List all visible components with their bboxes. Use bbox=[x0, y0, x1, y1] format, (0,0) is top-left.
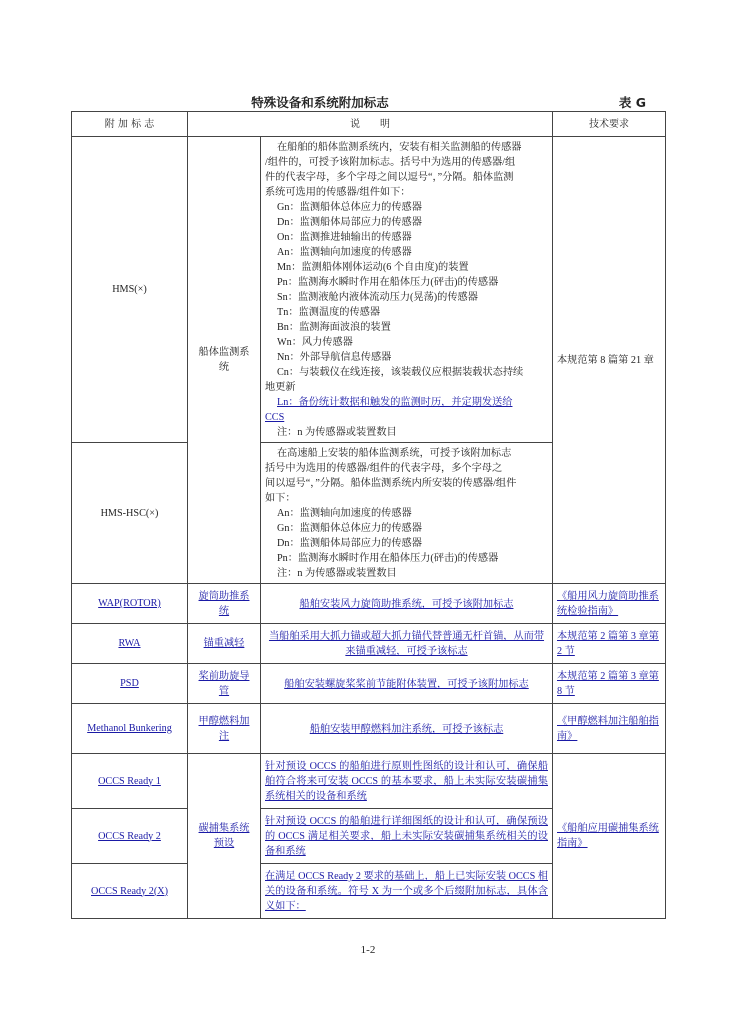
desc-hms-cn: Cn：与装载仪在线连接，该装载仪应根据装载状态持续 bbox=[277, 367, 524, 378]
link-psd[interactable]: PSD bbox=[72, 664, 188, 704]
desc-hms-item: An：监测轴向加速度的传感器 bbox=[277, 247, 412, 258]
table-id: 表 G bbox=[618, 95, 646, 110]
link-rwa-desc[interactable]: 当船舶采用大抓力锚或超大抓力锚代替普通无杆首锚，从而带来锚重减轻，可授予该标志 bbox=[261, 624, 553, 664]
link-occs-ready-1[interactable]: OCCS Ready 1 bbox=[72, 754, 188, 809]
desc-hms-note: 注：n 为传感器或装置数目 bbox=[277, 427, 397, 438]
desc-hms-intro-3: 系统可选用的传感器/组件如下： bbox=[265, 187, 411, 198]
table-row-rwa bbox=[72, 624, 666, 664]
desc-hsc-item: An：监测轴向加速度的传感器 bbox=[277, 508, 412, 519]
desc-hsc-intro-1: 括号中为选用的传感器/组件的代表字母，多个字母之 bbox=[265, 463, 503, 474]
desc-hsc-item: Pn：监测海水瞬时作用在船体压力(砰击)的传感器 bbox=[277, 553, 499, 564]
desc-hms-intro-0: 在船舶的船体监测系统内，安装有相关监测船的传感器 bbox=[277, 142, 522, 153]
desc-hms-item: Tn：监测温度的传感器 bbox=[277, 307, 381, 318]
link-psd-category[interactable]: 桨前助旋导管 bbox=[188, 664, 261, 704]
notation-table bbox=[71, 111, 666, 919]
link-rwa-requirement[interactable]: 本规范第 2 篇第 3 章第 2 节 bbox=[553, 624, 666, 664]
desc-hms-item: Mn：监测船体刚体运动(6 个自由度)的装置 bbox=[277, 262, 469, 273]
desc-hsc-intro-2: 间以逗号“，”分隔。船体监测系统内所安装的传感器/组件 bbox=[265, 478, 517, 489]
desc-hsc-item: Dn：监测船体局部应力的传感器 bbox=[277, 538, 422, 549]
page-title: 特殊设备和系统附加标志 bbox=[251, 95, 389, 110]
desc-hsc-item: Gn：监测船体总体应力的传感器 bbox=[277, 523, 422, 534]
link-occs1-desc[interactable]: 针对预设 OCCS 的船舶进行原则性图纸的设计和认可，确保船舶符合将来可安装 OCCS 的基本要求，船上未实际安装碳捕集系统相关的设备和系统 bbox=[261, 754, 553, 809]
link-occs2x-desc[interactable]: 在满足 OCCS Ready 2 要求的基础上，船上已实际安装 OCCS 相关的设备和系统。符号 X 为一个或多个后缀附加标志，具体含义如下： bbox=[261, 864, 553, 919]
link-wap-rotor[interactable]: WAP(ROTOR) bbox=[72, 584, 188, 624]
link-occs2-desc[interactable]: 针对预设 OCCS 的船舶进行详细图纸的设计和认可，确保预设的 OCCS 满足相关要求，船上未实际安装碳捕集系统相关的设备和系统 bbox=[261, 809, 553, 864]
desc-hms-item: Wn：风力传感器 bbox=[277, 337, 353, 348]
link-wap-requirement[interactable]: 《船用风力旋筒助推系统检验指南》 bbox=[553, 584, 666, 624]
category-hull-monitoring: 船体监测系统 bbox=[188, 137, 261, 584]
desc-hsc-intro-3: 如下： bbox=[265, 493, 296, 504]
link-hms-ln[interactable]: Ln：备份统计数据和触发的监测时历，并定期发送给 bbox=[277, 397, 513, 408]
desc-hms-intro-1: /组件的，可授予该附加标志。括号中为选用的传感器/组 bbox=[265, 157, 516, 168]
desc-hms-item: Sn：监测液舱内液体流动压力(晃荡)的传感器 bbox=[277, 292, 478, 303]
link-occs-category[interactable]: 碳捕集系统预设 bbox=[188, 754, 261, 919]
link-occs-ready-2[interactable]: OCCS Ready 2 bbox=[72, 809, 188, 864]
link-methanol-desc[interactable]: 船舶安装甲醇燃料加注系统，可授予该标志 bbox=[261, 704, 553, 754]
page-number: 1-2 bbox=[360, 944, 376, 956]
table-row-wap bbox=[72, 584, 666, 624]
desc-hms-item: Pn：监测海水瞬时作用在船体压力(砰击)的传感器 bbox=[277, 277, 499, 288]
table-header-row bbox=[72, 112, 666, 137]
desc-hms-item: Gn：监测船体总体应力的传感器 bbox=[277, 202, 422, 213]
desc-hms-item: Bn：监测海面波浪的装置 bbox=[277, 322, 391, 333]
header-req: 技术要求 bbox=[553, 112, 666, 137]
requirement-hms: 本规范第 8 篇第 21 章 bbox=[553, 137, 666, 584]
desc-hsc-intro-0: 在高速船上安装的船体监测系统，可授予该附加标志 bbox=[277, 448, 512, 459]
link-wap-category[interactable]: 旋筒助推系统 bbox=[188, 584, 261, 624]
table-row-hms bbox=[72, 137, 666, 443]
header-desc: 说 明 bbox=[188, 112, 553, 137]
link-psd-requirement[interactable]: 本规范第 2 篇第 3 章第 8 节 bbox=[553, 664, 666, 704]
link-rwa[interactable]: RWA bbox=[72, 624, 188, 664]
desc-hsc-note: 注：n 为传感器或装置数目 bbox=[277, 568, 397, 579]
table-row-methanol bbox=[72, 704, 666, 754]
desc-hms-item: Nn：外部导航信息传感器 bbox=[277, 352, 392, 363]
header-mark: 附 加 标 志 bbox=[72, 112, 188, 137]
mark-hms: HMS(×) bbox=[72, 137, 188, 443]
link-occs-ready-2x[interactable]: OCCS Ready 2(X) bbox=[72, 864, 188, 919]
desc-hms-cn-cont: 地更新 bbox=[265, 382, 296, 393]
desc-hms bbox=[261, 137, 553, 443]
desc-hms-hsc bbox=[261, 443, 553, 584]
table-row-occs-1 bbox=[72, 754, 666, 809]
link-wap-desc[interactable]: 船舶安装风力旋筒助推系统，可授予该附加标志 bbox=[261, 584, 553, 624]
desc-hms-item: Dn：监测船体局部应力的传感器 bbox=[277, 217, 422, 228]
mark-hms-hsc: HMS-HSC(×) bbox=[72, 443, 188, 584]
desc-hms-intro-2: 件的代表字母，多个字母之间以逗号“，”分隔。船体监测 bbox=[265, 172, 514, 183]
link-methanol-requirement[interactable]: 《甲醇燃料加注船舶指南》 bbox=[553, 704, 666, 754]
link-methanol-bunkering[interactable]: Methanol Bunkering bbox=[72, 704, 188, 754]
link-occs-requirement[interactable]: 《船舶应用碳捕集系统指南》 bbox=[553, 754, 666, 919]
link-psd-desc[interactable]: 船舶安装螺旋桨桨前节能附体装置，可授予该附加标志 bbox=[261, 664, 553, 704]
desc-hms-item: On：监测推进轴输出的传感器 bbox=[277, 232, 412, 243]
link-rwa-category[interactable]: 锚重减轻 bbox=[188, 624, 261, 664]
link-hms-ln-cont[interactable]: CCS bbox=[265, 412, 285, 423]
link-methanol-category[interactable]: 甲醇燃料加注 bbox=[188, 704, 261, 754]
table-row-psd bbox=[72, 664, 666, 704]
